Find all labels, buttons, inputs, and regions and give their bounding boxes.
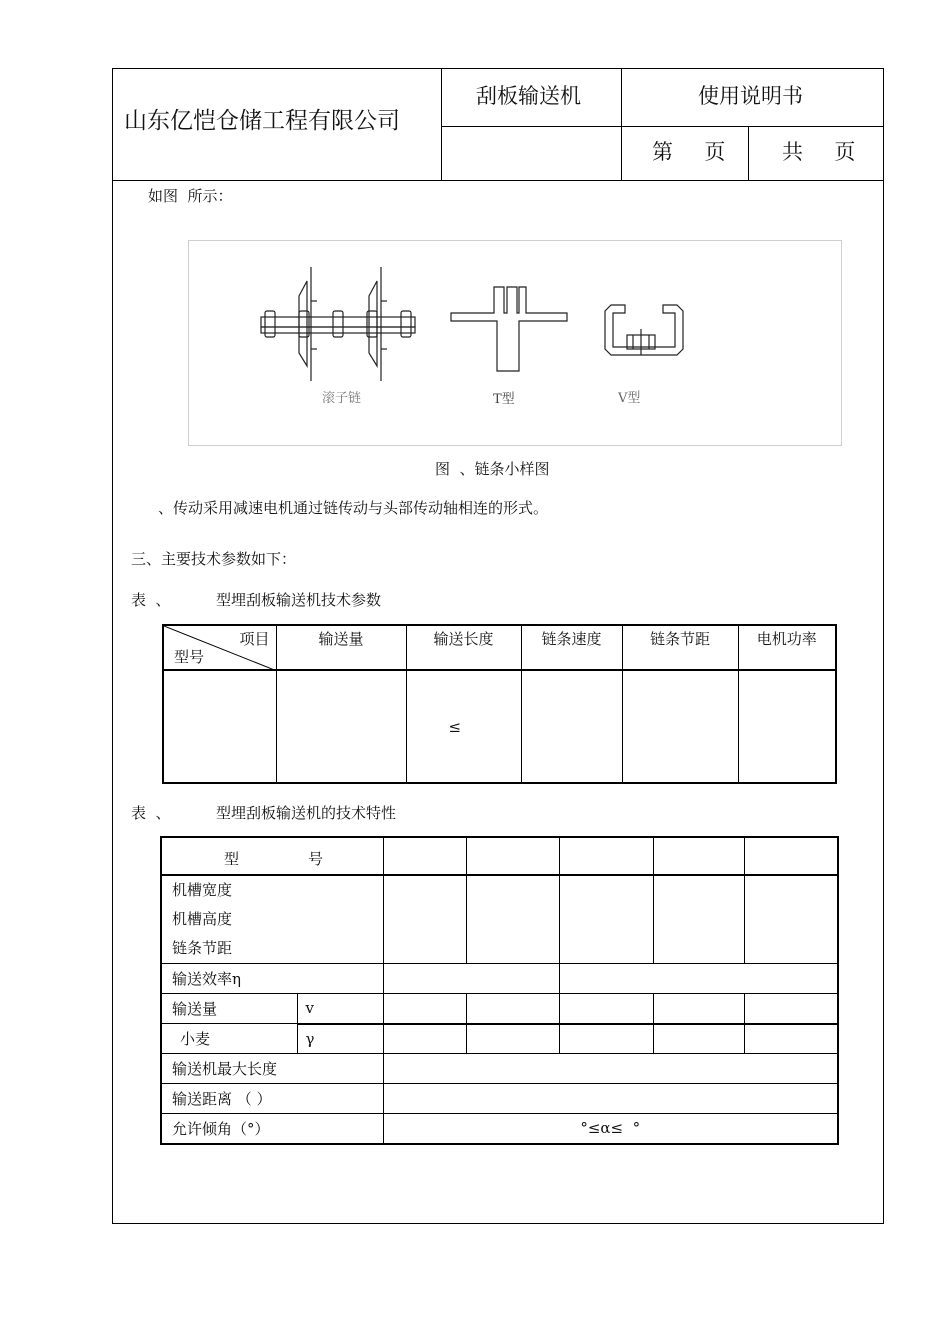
table1-header: 输送量 (276, 625, 406, 670)
corner-item-label: 项目 (239, 630, 270, 648)
table1-corner-cell (163, 625, 276, 670)
drive-description: 、传动采用减速电机通过链传动与头部传动轴相连的形式。 (158, 499, 549, 517)
trough-height-label: 机槽高度 (172, 910, 233, 928)
model-cell (653, 837, 744, 875)
chain-pitch-label: 链条节距 (172, 939, 233, 957)
total-pages-label: 共 页 (782, 140, 862, 164)
roller-chain-label: 滚子链 (322, 391, 362, 406)
table1-header: 链条速度 (521, 625, 622, 670)
distance-cell (383, 1084, 838, 1114)
dim-cell (466, 875, 559, 964)
header-divider-2 (621, 68, 622, 180)
v-type-flight-icon (605, 305, 683, 355)
dim-cell (559, 875, 653, 964)
efficiency-cell (559, 964, 838, 994)
max-length-cell (383, 1054, 838, 1084)
table1-cell (276, 670, 406, 783)
dimensions-label-cell (161, 875, 383, 964)
capacity-cell (653, 1024, 744, 1054)
intro-text: 如图 所示： (148, 187, 233, 205)
table1-length-cell: ≤ (406, 670, 521, 783)
header-bottom-rule (112, 180, 884, 181)
roller-chain-icon (261, 267, 415, 381)
capacity-cell (559, 994, 653, 1024)
figure-caption: 图 、链条小样图 (435, 460, 550, 478)
model-label: 型 (224, 850, 240, 868)
dim-cell (744, 875, 838, 964)
table1-cell (738, 670, 836, 783)
corner-model-label: 型号 (174, 648, 205, 666)
capacity-cell (383, 1024, 466, 1054)
angle-label: 允许倾角（°） (161, 1114, 383, 1144)
table1-caption: 型埋刮板输送机技术参数 (216, 591, 382, 609)
wheat-label: 小麦 (161, 1024, 297, 1054)
capacity-cell (653, 994, 744, 1024)
table1-number: 表 、 (131, 591, 171, 609)
efficiency-label: 输送效率η (161, 964, 383, 994)
page-number-label: 第 页 (652, 140, 732, 164)
dim-cell (383, 875, 466, 964)
chain-drawing (189, 241, 843, 447)
capacity-v-label: v (297, 994, 383, 1024)
header-divider-1 (441, 68, 442, 180)
distance-label: 输送距离 （ ） (161, 1084, 383, 1114)
header-mid-rule (441, 126, 884, 127)
capacity-label: 输送量 (161, 994, 297, 1024)
tech-params-table (162, 624, 837, 784)
capacity-cell (466, 1024, 559, 1054)
model-cell (744, 837, 838, 875)
table2-caption: 型埋刮板输送机的技术特性 (216, 804, 397, 822)
table2-number: 表 、 (131, 804, 171, 822)
t-type-label: T型 (493, 392, 515, 407)
capacity-cell (466, 994, 559, 1024)
dim-cell (653, 875, 744, 964)
company-name: 山东亿恺仓储工程有限公司 (124, 108, 400, 134)
table1-header: 输送长度 (406, 625, 521, 670)
product-name: 刮板输送机 (476, 84, 581, 108)
t-type-flight-icon (451, 287, 567, 371)
model-label-2: 号 (308, 850, 324, 868)
header-divider-3 (748, 126, 749, 180)
table1-header: 电机功率 (738, 625, 836, 670)
model-header-cell (161, 837, 383, 875)
doc-type: 使用说明书 (698, 84, 803, 108)
model-cell (466, 837, 559, 875)
v-type-label: V型 (618, 391, 641, 406)
trough-width-label: 机槽宽度 (172, 881, 233, 899)
max-length-label: 输送机最大长度 (161, 1054, 383, 1084)
capacity-gamma-label: γ (297, 1024, 383, 1054)
angle-value: °≤α≤ ° (383, 1114, 838, 1144)
chain-figure (188, 240, 842, 446)
capacity-cell (559, 1024, 653, 1054)
table1-cell (163, 670, 276, 783)
efficiency-cell (383, 964, 559, 994)
capacity-cell (744, 1024, 838, 1054)
capacity-cell (744, 994, 838, 1024)
table1-cell (521, 670, 622, 783)
table1-cell (622, 670, 738, 783)
section-3-heading: 三、主要技术参数如下： (131, 550, 297, 568)
model-cell (559, 837, 653, 875)
capacity-cell (383, 994, 466, 1024)
tech-characteristics-table (160, 836, 839, 1145)
table1-header: 链条节距 (622, 625, 738, 670)
model-cell (383, 837, 466, 875)
